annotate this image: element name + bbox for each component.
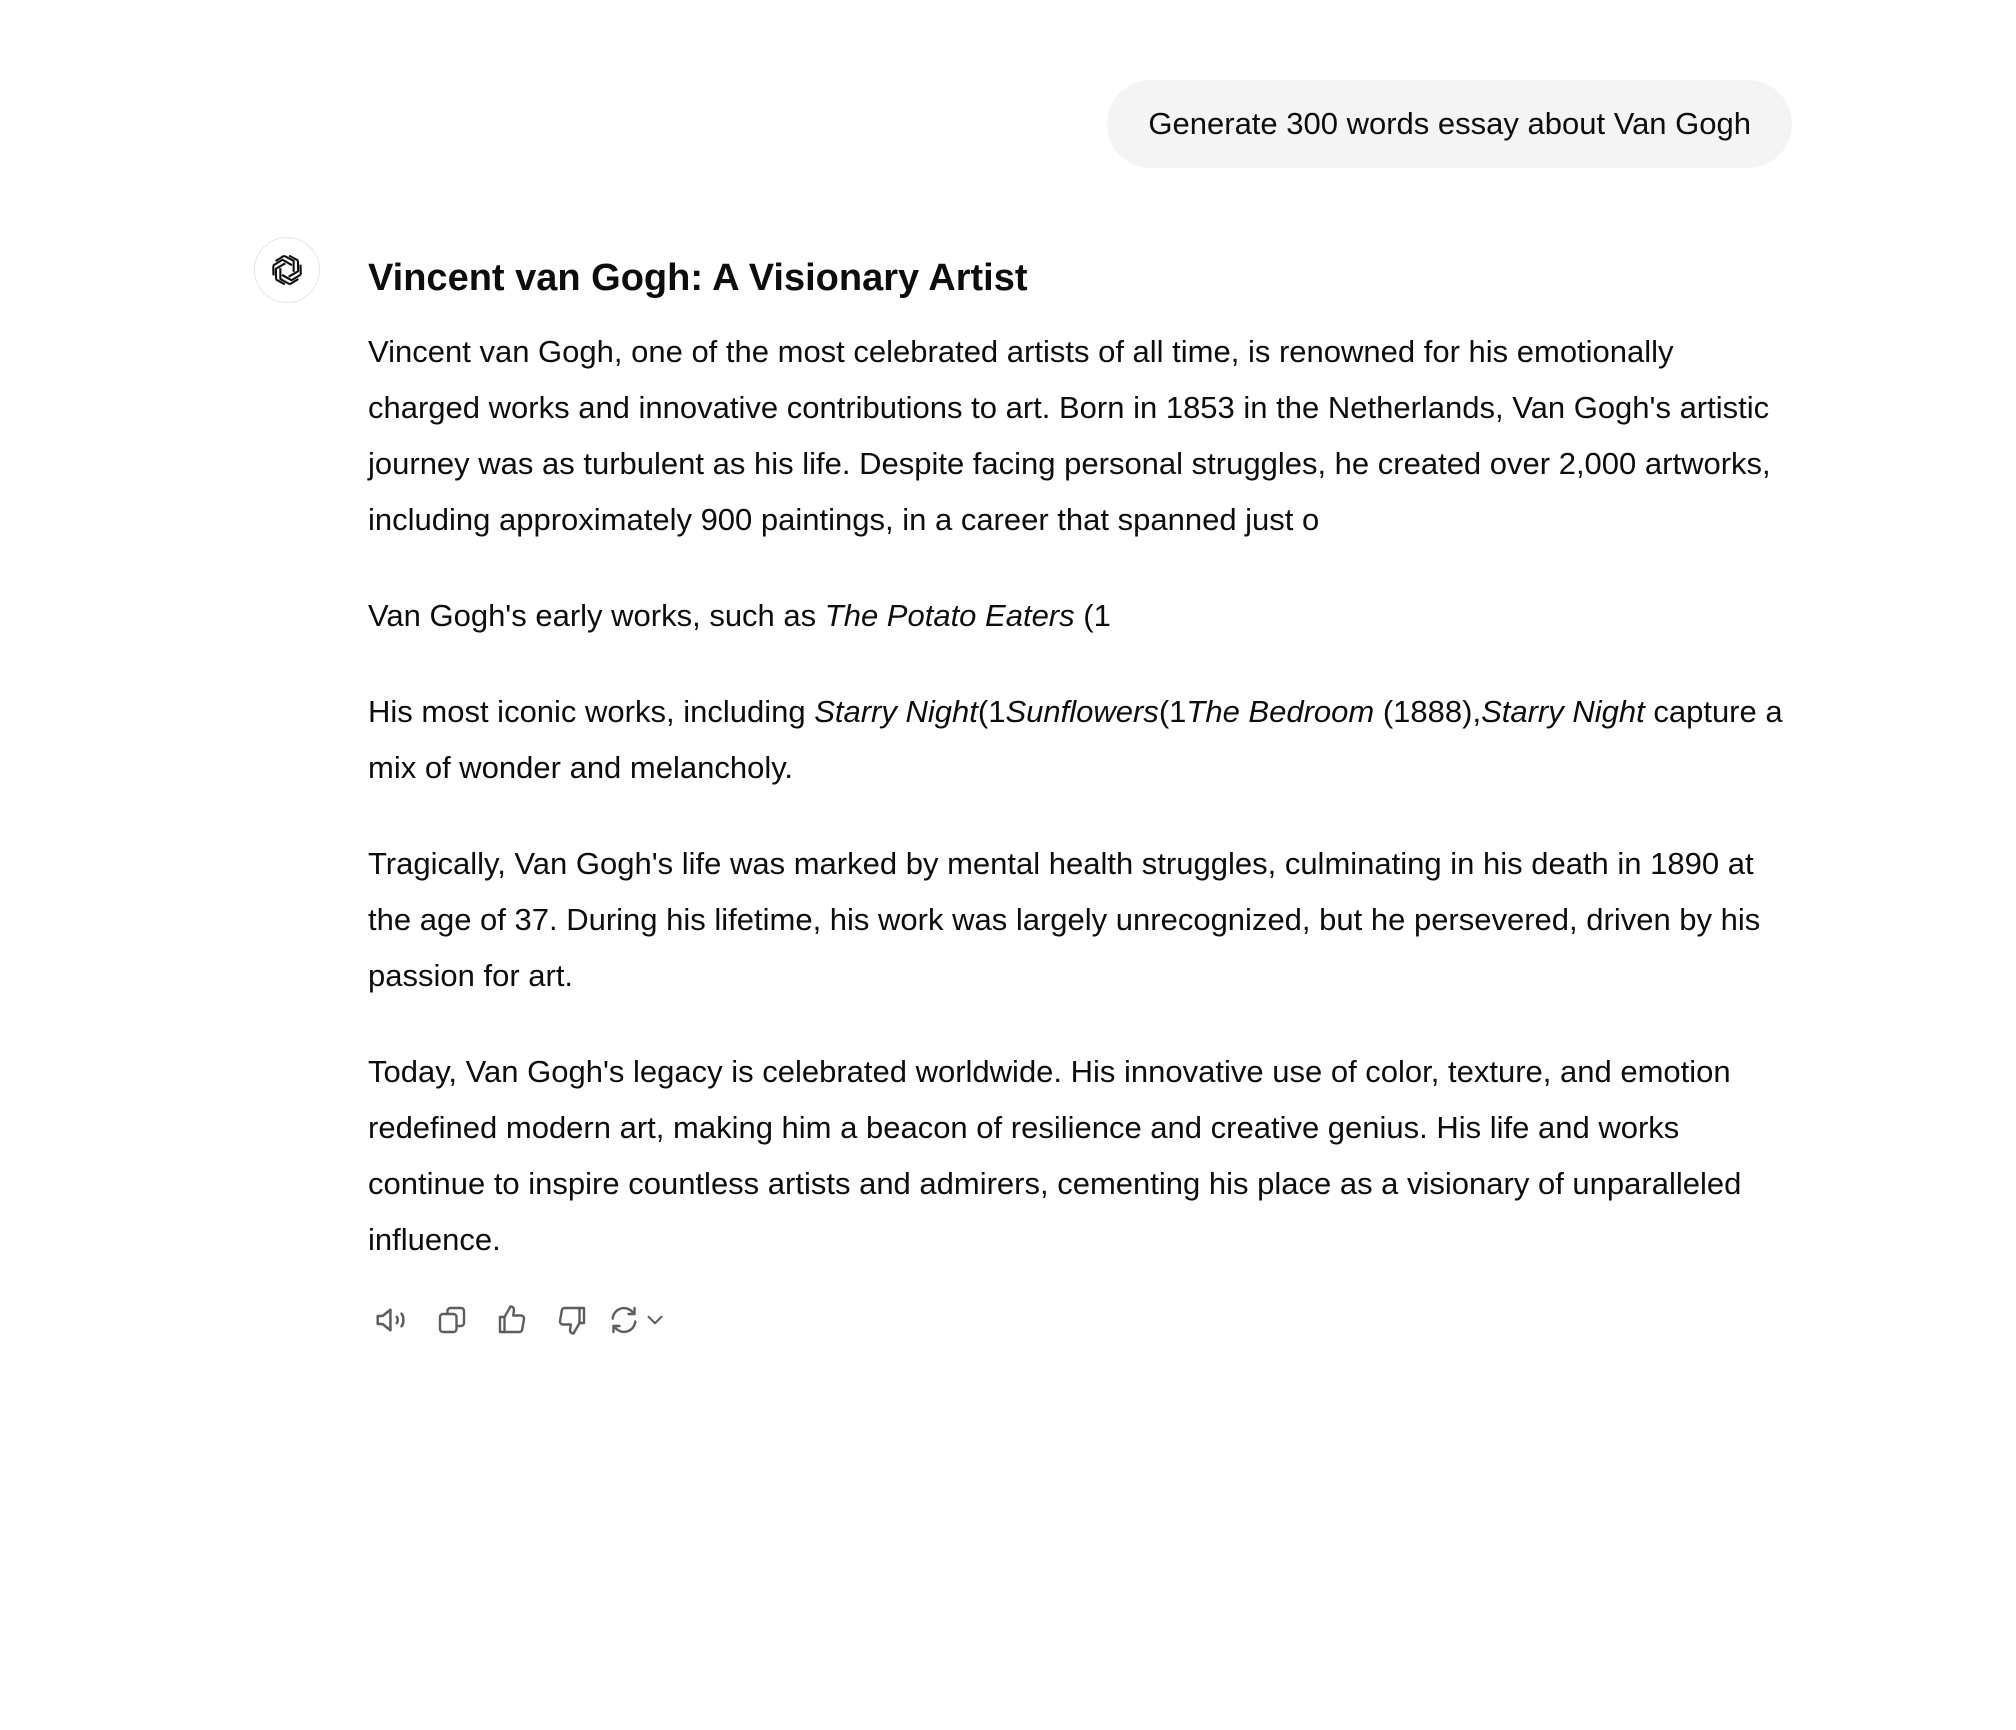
- assistant-avatar: [254, 237, 320, 303]
- p2-lead: Van Gogh's early works, such as: [368, 598, 825, 633]
- p3-title-starry-night: Starry Night: [814, 694, 978, 729]
- essay-title: Vincent van Gogh: A Visionary Artist: [368, 257, 1028, 299]
- speaker-icon: [373, 1301, 411, 1339]
- thumbs-up-icon: [494, 1302, 530, 1338]
- essay-paragraph-3: [368, 684, 1792, 796]
- copy-icon: [434, 1302, 470, 1338]
- essay-paragraph-5: Today, Van Gogh's legacy is celebrated worldwide. His innovative use of color, texture, and emotion redefined modern art, making him a beacon of resilience and creative genius. His life and works continue to inspire countless artists and admirers, cementing his place as a visionary of unparalleled influence.: [368, 1054, 1742, 1257]
- p3-text-2: (1: [1158, 694, 1187, 729]
- p3-tail: capture a mix of wonder and melancholy.: [368, 694, 1783, 785]
- p3-title-bedroom: The Bedroom: [1186, 694, 1375, 729]
- essay-paragraph-1: Vincent van Gogh, one of the most celebrated artists of all time, is renowned for his emotionally charged works and innovative contributions to art. Born in 1853 in the Netherlands, Van Gogh's artistic journey was as turbulent as his life. Despite facing personal struggles, he created over 2,000 artworks, including approximately 900 paintings, in a career that spanned just o: [368, 334, 1771, 537]
- openai-logo-icon: [268, 251, 306, 289]
- assistant-message: [368, 252, 1792, 1346]
- p3-title-sunflowers: Sunflowers: [1005, 694, 1159, 729]
- user-message-text: Generate 300 words essay about Van Gogh: [1148, 106, 1751, 141]
- thumbs-down-icon: [554, 1302, 590, 1338]
- p3-lead: His most iconic works, including: [368, 694, 815, 729]
- user-message-bubble: [1107, 80, 1792, 168]
- p2-tail: (1: [1074, 598, 1111, 633]
- p3-text-3: (1888),: [1374, 694, 1482, 729]
- read-aloud-button[interactable]: [362, 1294, 422, 1346]
- essay-paragraph-2: [368, 588, 1792, 644]
- chevron-down-icon: [642, 1307, 668, 1333]
- copy-button[interactable]: [422, 1294, 482, 1346]
- p2-title-potato-eaters: The Potato Eaters: [824, 598, 1075, 633]
- p3-title-starry-night-2: Starry Night: [1481, 694, 1645, 729]
- thumbs-down-button[interactable]: [542, 1294, 602, 1346]
- regenerate-icon: [606, 1302, 642, 1338]
- p3-text-1: (1: [977, 694, 1006, 729]
- message-actions: [362, 1294, 1792, 1346]
- essay-paragraph-4: Tragically, Van Gogh's life was marked by mental health struggles, culminating in his death in 1890 at the age of 37. During his lifetime, his work was largely unrecognized, but he persevered, driven by his passion for art.: [368, 846, 1761, 993]
- regenerate-button[interactable]: [602, 1294, 672, 1346]
- thumbs-up-button[interactable]: [482, 1294, 542, 1346]
